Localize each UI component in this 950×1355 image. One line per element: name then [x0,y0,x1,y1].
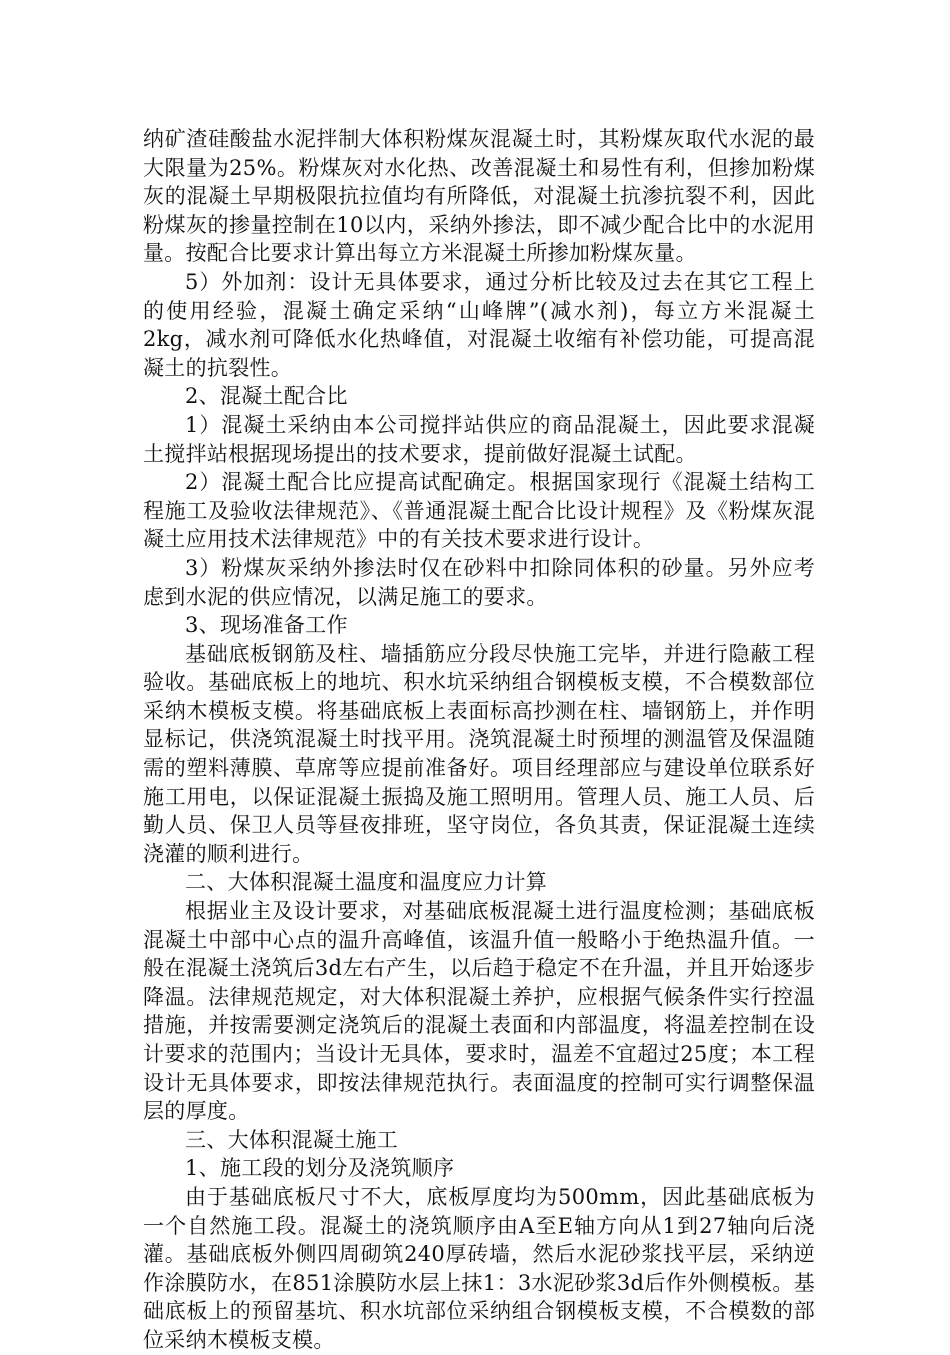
paragraph-site-preparation: 基础底板钢筋及柱、墙插筋应分段尽快施工完毕，并进行隐蔽工程验收。基础底板上的地坑、积水坑采纳组合钢模板支模，不合模数部位采纳木模板支模。将基础底板上表面标高抄测在柱、墙钢筋上，并作明显标记，供浇筑混凝土时找平用。浇筑混凝土时预埋的测温管及保温随需的塑料薄膜、草席等应提前准备好。项目经理部应与建设单位联系好施工用电，以保证混凝土振捣及施工照明用。管理人员、施工人员、后勤人员、保卫人员等昼夜排班，坚守岗位，各负其责，保证混凝土连续浇灌的顺利进行。 [143,641,815,866]
paragraph-fly-ash-continued: 纳矿渣硅酸盐水泥拌制大体积粉煤灰混凝土时，其粉煤灰取代水泥的最大限量为25%。粉煤灰对水化热、改善混凝土和易性有利，但掺加粉煤灰的混凝土早期极限抗拉值均有所降低，对混凝土抗渗抗裂不利，因此粉煤灰的掺量控制在10以内，采纳外掺法，即不减少配合比中的水泥用量。按配合比要求计算出每立方米混凝土所掺加粉煤灰量。 [143,127,815,266]
heading-mix-ratio: 2、混凝土配合比 [185,384,348,409]
document-page [143,125,815,1355]
heading-temperature-calculation: 二、大体积混凝土温度和温度应力计算 [185,870,548,895]
heading-mass-concrete-construction: 三、大体积混凝土施工 [185,1127,398,1152]
paragraph-mix-ratio-1: 1）混凝土采纳由本公司搅拌站供应的商品混凝土，因此要求混凝土搅拌站根据现场提出的技术要求，提前做好混凝土试配。 [143,412,815,466]
heading-section-division: 1、施工段的划分及浇筑顺序 [185,1156,455,1181]
paragraph-temperature-calculation: 根据业主及设计要求，对基础底板混凝土进行温度检测；基础底板混凝土中部中心点的温升高峰值，该温升值一般略小于绝热温升值。一般在混凝土浇筑后3d左右产生，以后趋于稳定不在升温，并且开始逐步降温。法律规范规定，对大体积混凝土养护，应根据气候条件实行控温措施，并按需要测定浇筑后的混凝土表面和内部温度，将温差控制在设计要求的范围内；当设计无具体，要求时，温差不宜超过25度；本工程设计无具体要求，即按法律规范执行。表面温度的控制可实行调整保温层的厚度。 [143,899,815,1124]
paragraph-mix-ratio-2: 2）混凝土配合比应提高试配确定。根据国家现行《混凝土结构工程施工及验收法律规范》、《普通混凝土配合比设计规程》及《粉煤灰混凝土应用技术法律规范》中的有关技术要求进行设计。 [143,470,815,552]
heading-site-preparation: 3、现场准备工作 [185,613,348,638]
paragraph-mix-ratio-3: 3）粉煤灰采纳外掺法时仅在砂料中扣除同体积的砂量。另外应考虑到水泥的供应情况，以满足施工的要求。 [143,555,815,609]
paragraph-admixture: 5）外加剂：设计无具体要求，通过分析比较及过去在其它工程上的使用经验，混凝土确定采纳“山峰牌”(减水剂)，每立方米混凝土2kg，减水剂可降低水化热峰值，对混凝土收缩有补偿功能，可提高混凝土的抗裂性。 [143,269,815,380]
paragraph-section-division: 由于基础底板尺寸不大，底板厚度均为500mm，因此基础底板为一个自然施工段。混凝土的浇筑顺序由A至E轴方向从1到27轴向后浇灌。基础底板外侧四周砌筑240厚砖墙，然后水泥砂浆找平层，采纳逆作涂膜防水，在851涂膜防水层上抹1：3水泥砂浆3d后作外侧模板。基础底板上的预留基坑、积水坑部位采纳组合钢模板支模，不合模数的部位采纳木模板支模。 [143,1184,815,1352]
